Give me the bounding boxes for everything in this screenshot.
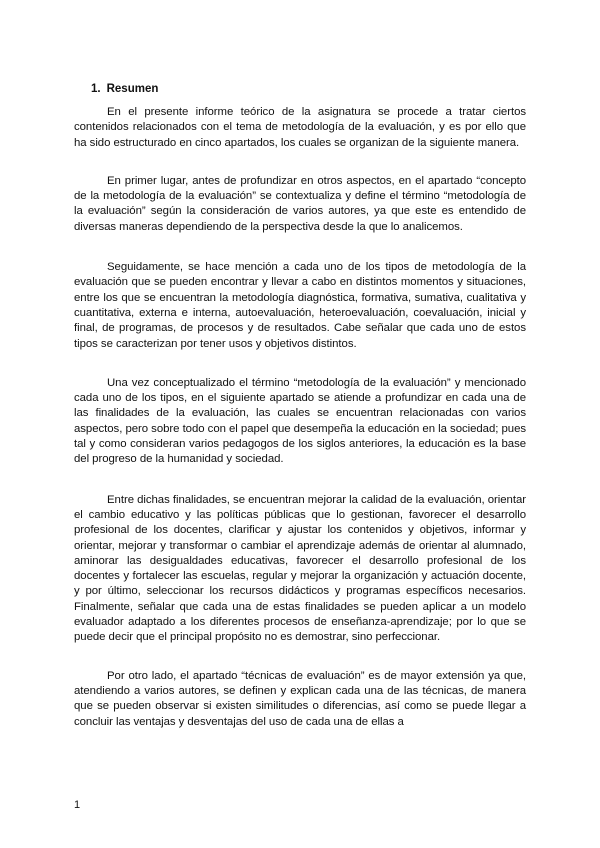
paragraph-techniques: Por otro lado, el apartado “técnicas de evaluación” es de mayor extensión ya que, atendiendo a varios autores, se definen y explican cada una de las técnicas, de manera que se pueden observar si existen similitudes o diferencias, así como se puede llegar a concluir las ventajas y desventajas del uso de cada una de ellas a <box>74 669 526 728</box>
paragraph-intro: En el presente informe teórico de la asignatura se procede a tratar ciertos contenidos relacionados con el tema de metodología de la evaluación, y es por ello que ha sido estructurado en cinco apartados, los cuales se organizan de la siguiente manera. <box>74 106 526 149</box>
section-number: 1. <box>91 83 101 95</box>
paragraph-purposes: Una vez conceptualizado el término “metodología de la evaluación” y mencionado cada uno de los tipos, en el siguiente apartado se atiende a profundizar en cada una de las finalidades de la evaluación, las cuales se encuentran relacionadas con varios aspectos, pero sobre todo con el papel que desempeña la educación en la sociedad; pues tal y como consideran varios pedagogos de los siglos anteriores, la educación es la base del progreso de la humanidad y sociedad. <box>74 376 526 466</box>
paragraph-concept: En primer lugar, antes de profundizar en otros aspectos, en el apartado “concepto de la metodología de la evaluación” se contextualiza y define el término “metodología de la evaluación” según la consideración de varios autores, ya que este es entendido de diversas maneras dependiendo de la perspectiva desde la que lo analicemos. <box>74 174 526 233</box>
paragraph-types: Seguidamente, se hace mención a cada uno de los tipos de metodología de la evaluación que se pueden encontrar y llevar a cabo en distintos momentos y situaciones, entre los que se encuentran la metodología diagnóstica, formativa, sumativa, cualitativa y cuantitativa, externa e interna, autoevaluación, heteroevaluación, coevaluación, inicial y final, de programas, de procesos y de resultados. Cabe señalar que cada uno de estos tipos se caracterizan por tener usos y objetivos distintos. <box>74 261 526 350</box>
section-title: Resumen <box>106 83 159 95</box>
paragraph-purposes-list: Entre dichas finalidades, se encuentran mejorar la calidad de la evaluación, orientar el cambio educativo y las políticas públicas que lo gestionan, favorecer el desarrollo profesional de los docentes, clarificar y ajustar los contenidos y objetivos, informar y orientar, mejorar y transformar o cambiar el aprendizaje además de orientar al alumnado, aminorar las desigualdades educativas, favorecer el desarrollo profesional de los docentes y fortalecer las escuelas, regular y mejorar la organización y actuación docente, y por último, seleccionar los recursos didácticos y programas específicos necesarios. Finalmente, señalar que cada una de estas finalidades se pueden aplicar a un modelo evaluador adaptado a los diferentes procesos de enseñanza-aprendizaje; por lo que se puede decir que el principal propósito no es demostrar, sino perfeccionar. <box>74 493 526 644</box>
page-number: 1 <box>74 799 81 811</box>
document-page <box>74 82 526 730</box>
section-heading <box>91 82 526 97</box>
